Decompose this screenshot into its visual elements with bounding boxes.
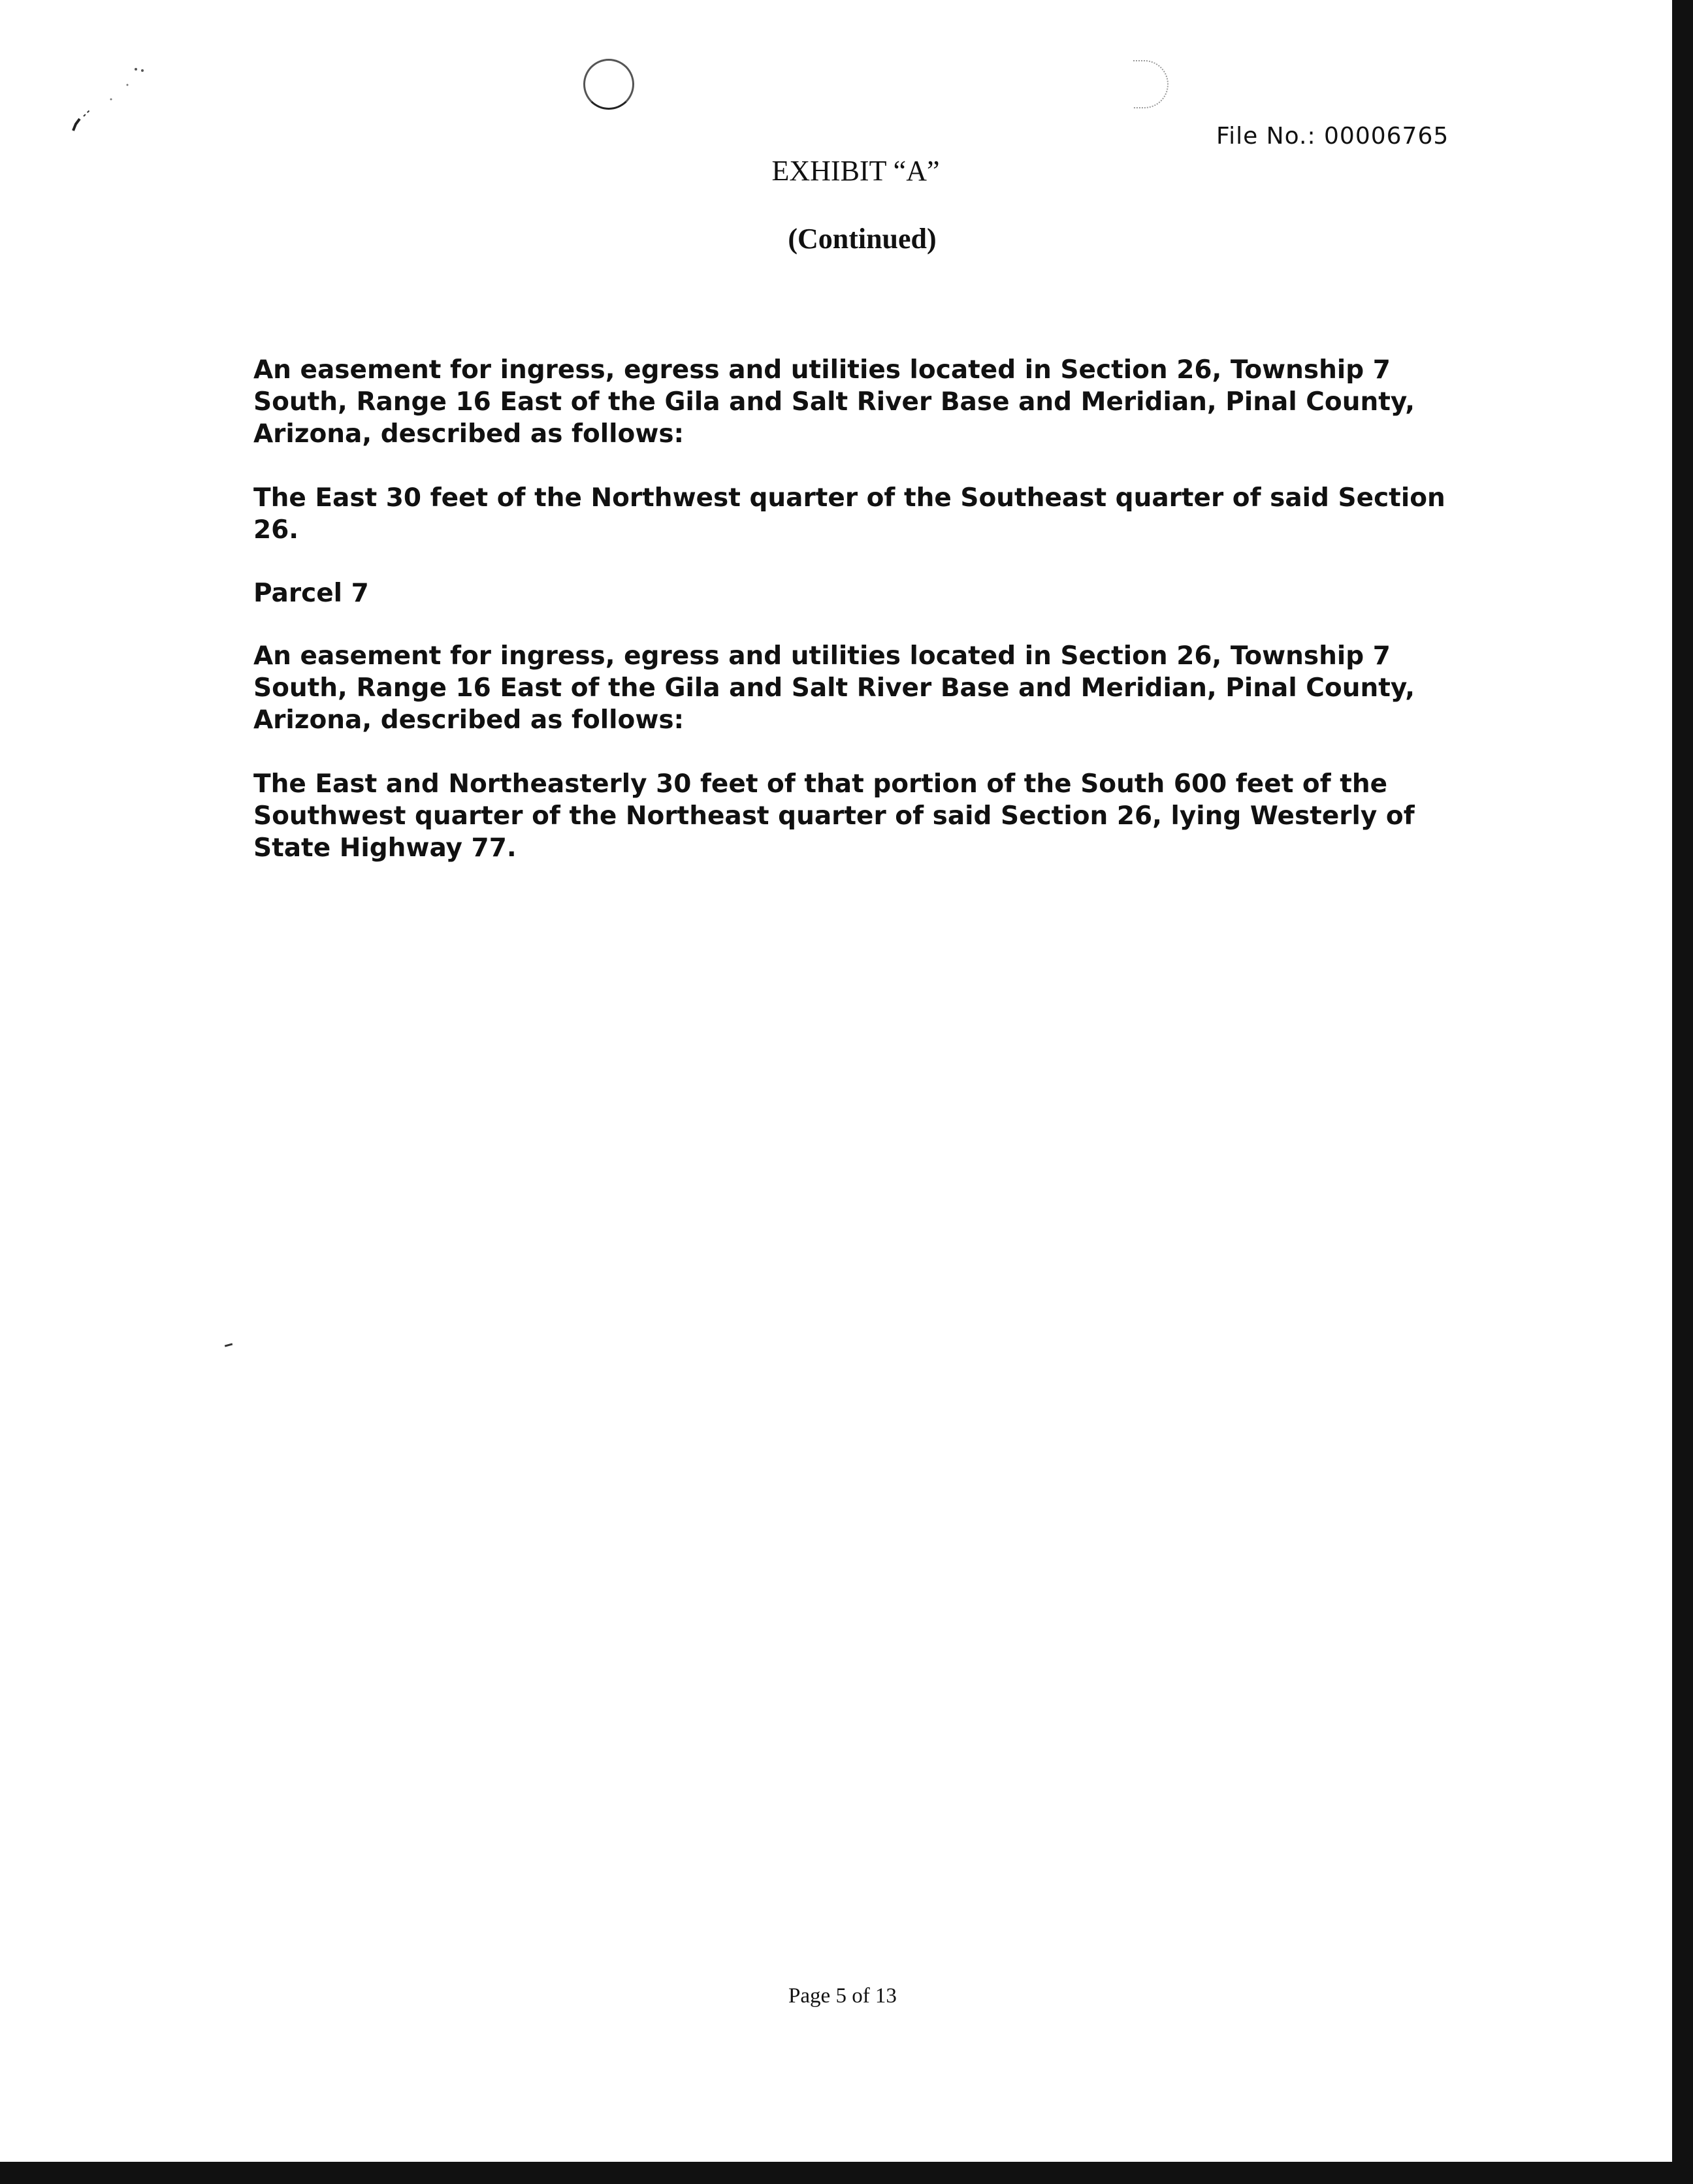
scan-border-right <box>1672 0 1693 2184</box>
file-number: File No.: 00006765 <box>1216 123 1449 150</box>
easement-legal-paragraph: The East 30 feet of the Northwest quarter of the Southeast quarter of said Section 26. <box>253 483 1445 545</box>
easement-description-paragraph: An easement for ingress, egress and utilities located in Section 26, Township 7 South, Range 16 East of the Gila and Salt River Base and Meridian, Pinal County, Arizona, described as follows: <box>253 355 1415 449</box>
scan-specks <box>65 59 176 144</box>
easement-legal-paragraph: The East and Northeasterly 30 feet of that portion of the South 600 feet of the Southwest quarter of the Northeast quarter of said Section 26, lying Westerly of State Highway 77. <box>253 769 1415 863</box>
page-number: Page 5 of 13 <box>788 1984 897 2008</box>
exhibit-title: EXHIBIT “A” <box>771 155 940 187</box>
easement-description-paragraph: An easement for ingress, egress and utilities located in Section 26, Township 7 South, Range 16 East of the Gila and Salt River Base and Meridian, Pinal County, Arizona, described as follows: <box>253 641 1415 735</box>
punch-hole-mark <box>583 59 634 110</box>
parcel-heading: Parcel 7 <box>253 579 369 608</box>
scan-mark <box>225 1343 233 1347</box>
exhibit-subtitle: (Continued) <box>788 223 937 255</box>
punch-hole-mark <box>1133 60 1169 108</box>
scan-border-bottom <box>0 2162 1693 2184</box>
